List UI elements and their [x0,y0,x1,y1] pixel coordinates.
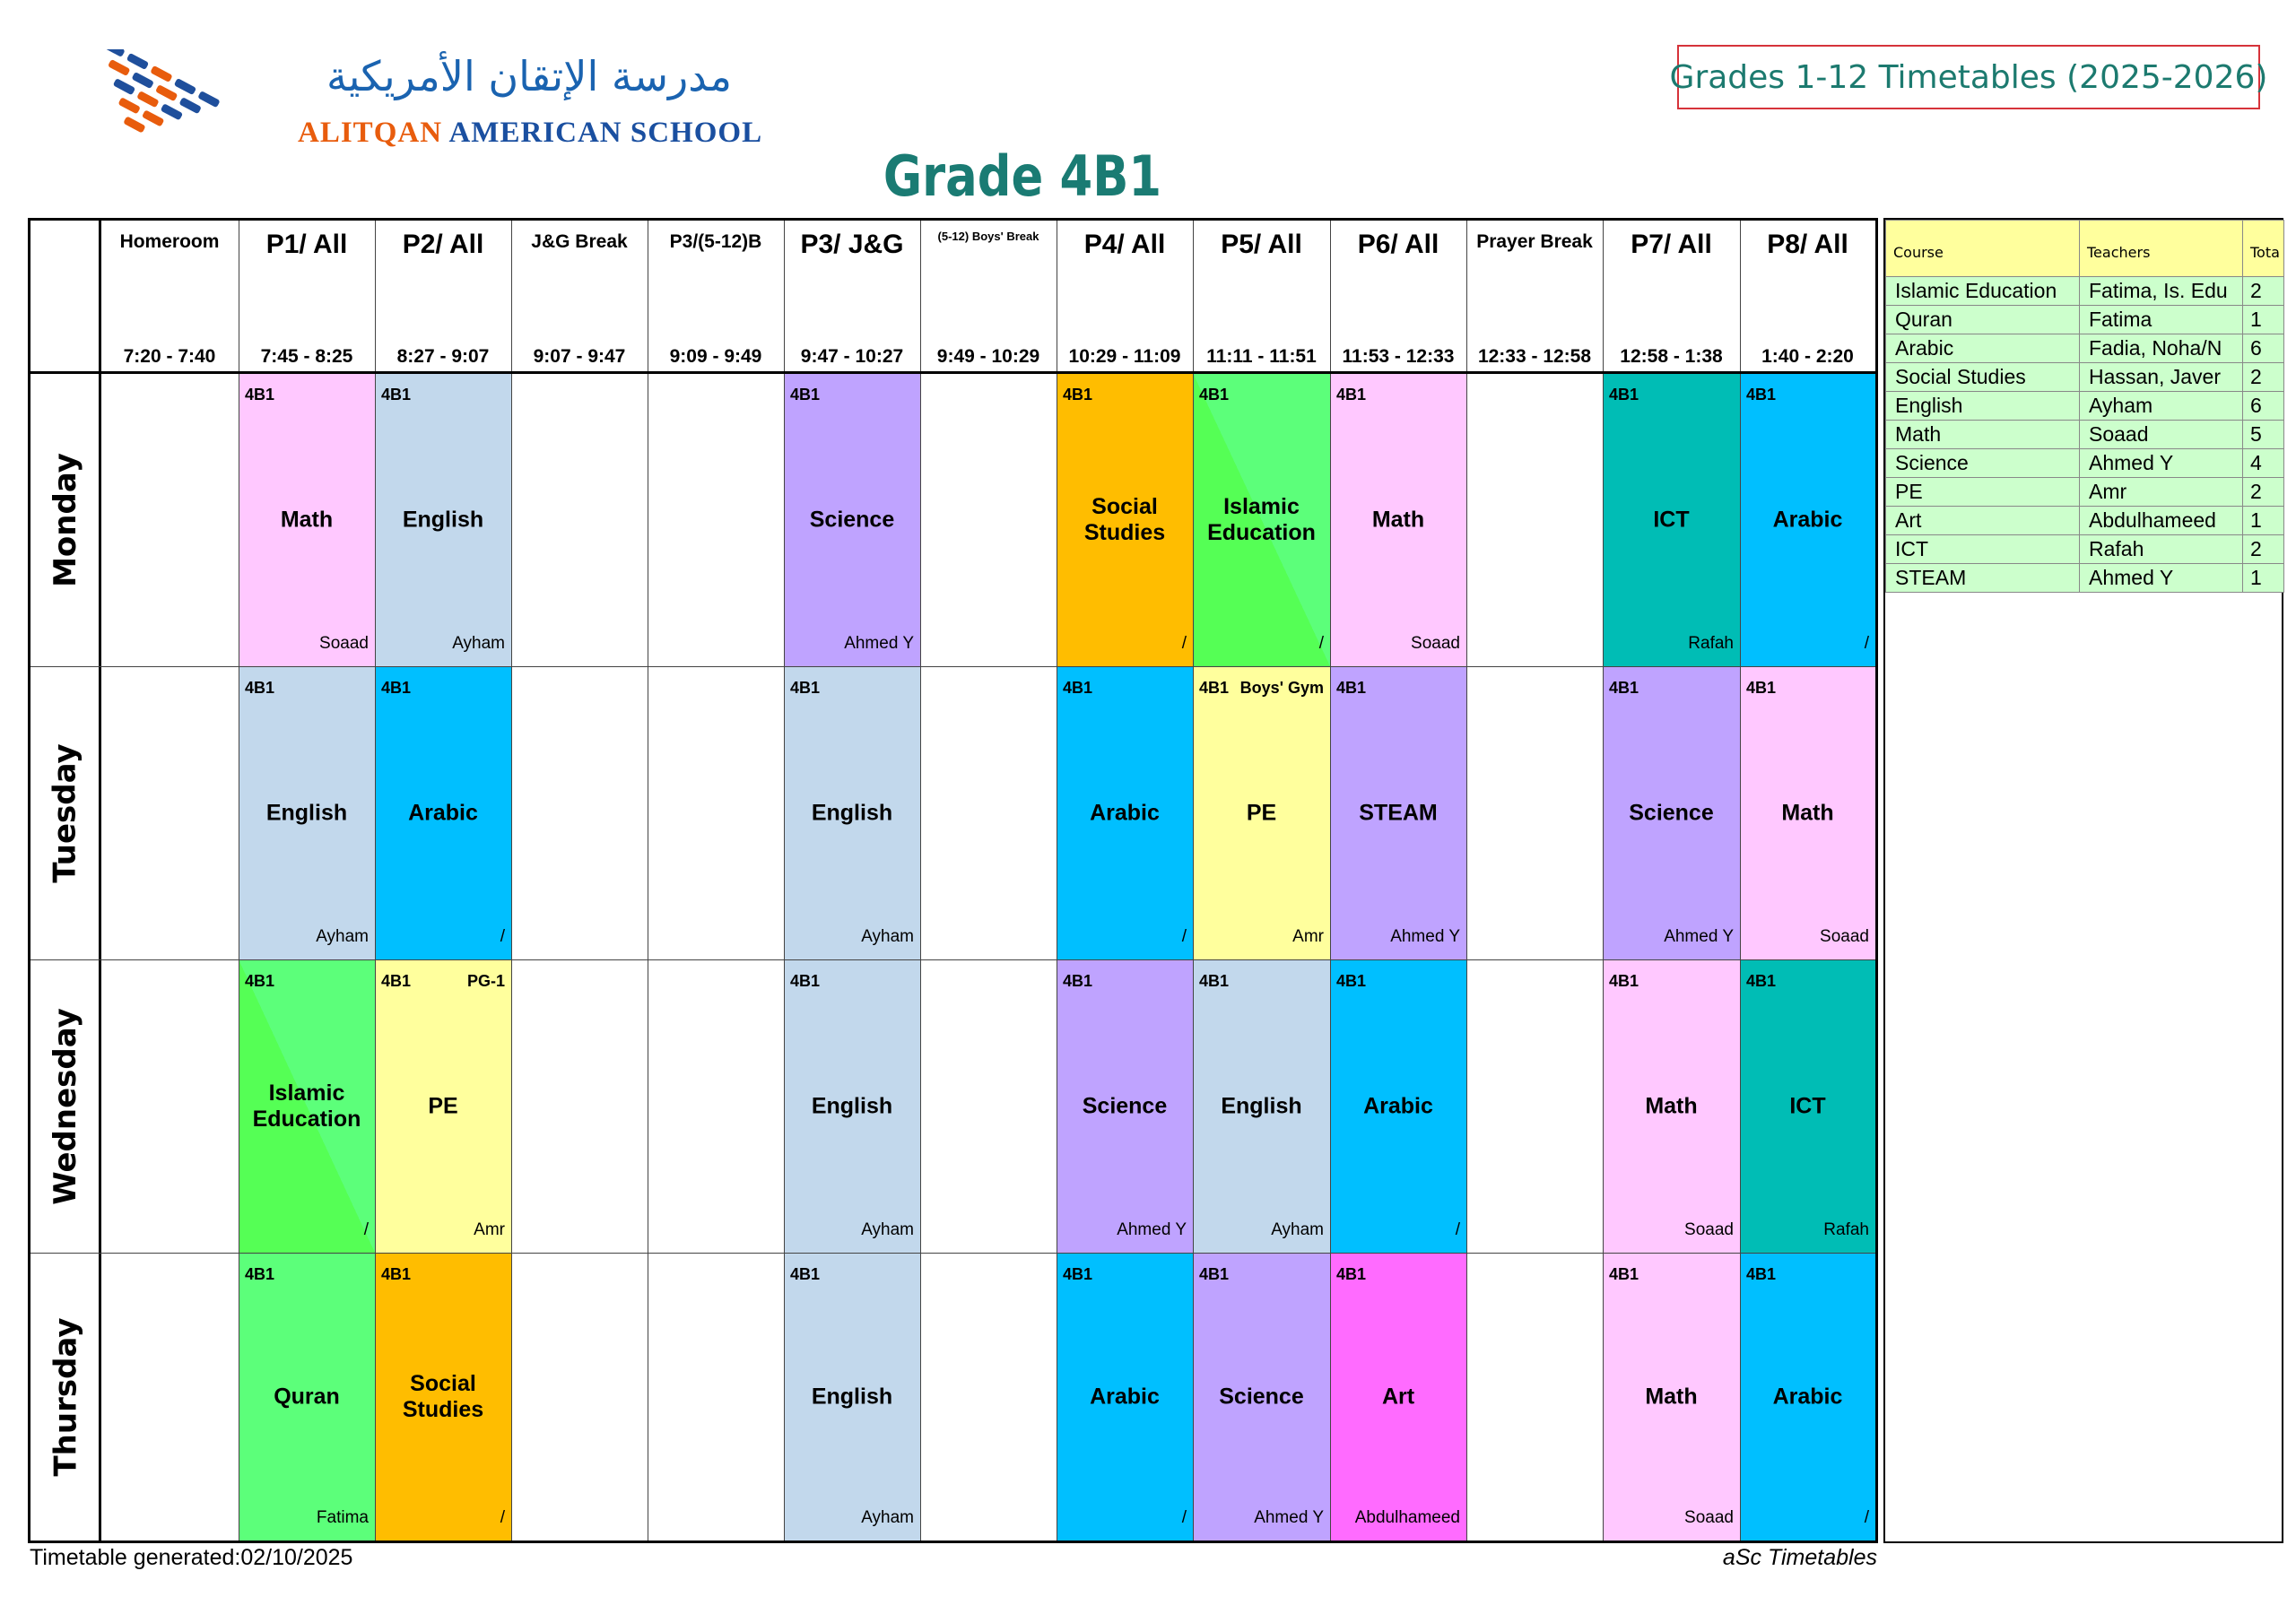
lesson-subject: Arabic [1090,800,1160,825]
period-header-time: 7:45 - 8:25 [260,346,353,367]
lesson-subject: STEAM [1359,800,1438,825]
lesson-cell[interactable] [1057,666,1193,959]
lesson-cell[interactable] [239,373,375,666]
lesson-cell[interactable] [1057,373,1193,666]
summary-course: ICT [1886,535,2080,564]
lesson-teacher: Ayham [452,634,505,653]
grid-column-line [1466,221,1467,1541]
lesson-class-code: 4B1 [1609,972,1639,990]
summary-teachers: Abdulhameed [2080,507,2243,535]
lesson-cell[interactable] [239,959,375,1253]
summary-row [1886,334,2284,363]
lesson-class-code: 4B1 [381,972,412,990]
grid-row-line [30,371,1875,374]
lesson-class-code: 4B1 [1336,1265,1367,1283]
lesson-teacher: / [500,927,505,946]
period-header-time: 12:58 - 1:38 [1620,346,1723,367]
lesson-subject: Science [1219,1384,1304,1409]
period-header-time: 9:07 - 9:47 [533,346,626,367]
course-summary-table [1885,220,2284,593]
lesson-class-code: 4B1 [245,972,275,990]
grid-row-line [30,959,1875,960]
lesson-subject: Quran [274,1384,340,1409]
lesson-class-code: 4B1 [381,679,412,697]
period-header-time: 11:11 - 11:51 [1206,346,1317,367]
summary-row [1886,449,2284,478]
summary-course: Science [1886,449,2080,478]
period-header-time: 1:40 - 2:20 [1761,346,1854,367]
summary-header-cell: Tota [2243,221,2284,277]
software-credit: aSc Timetables [1722,1545,1877,1570]
lesson-subject: English [1221,1093,1302,1118]
lesson-class-code: 4B1 [245,679,275,697]
day-label [30,1253,100,1541]
lesson-cell[interactable] [1603,373,1740,666]
lesson-subject: Islamic Education [252,1080,361,1132]
lesson-subject: English [811,1093,893,1118]
lesson-teacher: Soaad [319,634,369,653]
lesson-cell[interactable] [784,959,920,1253]
lesson-cell[interactable] [239,1253,375,1541]
lesson-class-code: 4B1 [1199,386,1230,404]
lesson-subject: Arabic [408,800,478,825]
summary-row [1886,421,2284,449]
lesson-cell[interactable] [1603,1253,1740,1541]
summary-total: 1 [2243,564,2284,593]
summary-course: Math [1886,421,2080,449]
summary-header-row [1886,221,2284,277]
lesson-class-code: 4B1 [1609,1265,1639,1283]
lesson-teacher: Ayham [1271,1220,1324,1239]
lesson-class-code: 4B1 [1336,386,1367,404]
lesson-class-code: 4B1 [1063,972,1093,990]
period-header-time: 12:33 - 12:58 [1477,346,1592,367]
summary-total: 2 [2243,535,2284,564]
summary-row [1886,392,2284,421]
summary-course: PE [1886,478,2080,507]
lesson-teacher: / [1864,634,1869,653]
period-header-label: P2/ All [402,230,484,259]
lesson-cell[interactable] [1740,666,1875,959]
timetable-grid [28,218,1878,1543]
lesson-teacher: Soaad [1411,634,1460,653]
lesson-teacher: Abdulhameed [1354,1508,1460,1527]
grid-column-line [1193,221,1194,1541]
lesson-subject: Islamic Education [1207,493,1316,545]
summary-course: Quran [1886,306,2080,334]
lesson-class-code: 4B1 [245,1265,275,1283]
lesson-teacher: Soaad [1684,1220,1734,1239]
grid-column-line [920,221,921,1541]
lesson-cell[interactable] [1603,666,1740,959]
summary-teachers: Soaad [2080,421,2243,449]
summary-teachers: Amr [2080,478,2243,507]
lesson-cell[interactable] [784,666,920,959]
school-logo-icon [63,49,233,161]
lesson-teacher: / [1181,634,1187,653]
course-summary-panel [1883,218,2283,1543]
lesson-class-code: 4B1 [1199,1265,1230,1283]
lesson-subject: English [402,507,484,532]
lesson-subject: Arabic [1090,1384,1160,1409]
lesson-class-code: 4B1 [1746,1265,1777,1283]
lesson-subject: Arabic [1772,1384,1843,1409]
period-header-time: 7:20 - 7:40 [123,346,216,367]
summary-total: 1 [2243,306,2284,334]
day-label-text: Monday [48,452,84,587]
lesson-class-code: 4B1 [1609,679,1639,697]
lesson-subject: Math [280,507,334,532]
summary-course: Social Studies [1886,363,2080,392]
lesson-cell[interactable] [1193,666,1330,959]
day-label-text: Tuesday [48,742,84,883]
lesson-class-code: 4B1 [245,386,275,404]
summary-row [1886,478,2284,507]
summary-total: 5 [2243,421,2284,449]
period-header-label: J&G Break [531,231,628,252]
lesson-teacher: Ayham [861,1508,914,1527]
lesson-cell[interactable] [1057,1253,1193,1541]
lesson-cell[interactable] [1740,373,1875,666]
grid-column-line [1330,221,1331,1541]
summary-teachers: Ahmed Y [2080,564,2243,593]
summary-row [1886,535,2284,564]
summary-teachers: Fatima, Is. Edu [2080,277,2243,306]
lesson-cell[interactable] [1193,373,1330,666]
lesson-cell[interactable] [1740,1253,1875,1541]
lesson-class-code: 4B1 [790,1265,821,1283]
lesson-cell[interactable] [1193,959,1330,1253]
lesson-teacher: Ahmed Y [1254,1508,1324,1527]
lesson-cell[interactable] [1330,666,1466,959]
period-header-time: 8:27 - 9:07 [396,346,490,367]
lesson-cell[interactable] [375,1253,511,1541]
day-label [30,666,100,959]
grid-column-line [375,221,376,1541]
summary-teachers: Ahmed Y [2080,449,2243,478]
timetable-banner: Grades 1-12 Timetables (2025-2026) [1677,45,2260,109]
lesson-class-code: 4B1 [1063,679,1093,697]
period-header-label: P3/(5-12)B [669,231,762,252]
summary-total: 2 [2243,277,2284,306]
lesson-teacher: / [1864,1508,1869,1527]
period-header-time: 9:09 - 9:49 [669,346,762,367]
lesson-subject: ICT [1653,507,1690,532]
generated-date: Timetable generated:02/10/2025 [30,1545,353,1570]
grid-column-line [1603,221,1604,1541]
lesson-teacher: Fatima [316,1508,369,1527]
summary-header-cell: Teachers [2080,221,2243,277]
lesson-teacher: / [1181,927,1187,946]
period-header-label: P1/ All [265,230,348,259]
period-header-label: P8/ All [1767,230,1848,259]
lesson-cell[interactable] [239,666,375,959]
lesson-cell[interactable] [1057,959,1193,1253]
lesson-class-code: 4B1 [1199,972,1230,990]
lesson-teacher: Amr [474,1220,505,1239]
summary-total: 1 [2243,507,2284,535]
day-label-text: Thursday [48,1316,84,1477]
lesson-teacher: Soaad [1820,927,1869,946]
day-label [30,959,100,1253]
summary-teachers: Ayham [2080,392,2243,421]
summary-total: 2 [2243,478,2284,507]
lesson-teacher: Ayham [861,1220,914,1239]
lesson-cell[interactable] [1603,959,1740,1253]
school-name-arabic: مدرسة الإتقان الأمريكية [326,52,733,100]
summary-row [1886,363,2284,392]
lesson-class-code: 4B1 [790,679,821,697]
lesson-cell[interactable] [1330,959,1466,1253]
school-name-part-2: AMERICAN SCHOOL [448,117,763,149]
lesson-teacher: Soaad [1684,1508,1734,1527]
lesson-class-code: 4B1 [1063,386,1093,404]
period-header-label: P3/ J&G [800,230,904,259]
summary-course: Islamic Education [1886,277,2080,306]
lesson-teacher: Ayham [861,927,914,946]
lesson-teacher: Rafah [1823,1220,1869,1239]
day-label [30,373,100,666]
summary-row [1886,507,2284,535]
lesson-subject: Arabic [1363,1093,1433,1118]
school-name-part-1: ALITQAN [298,117,443,149]
lesson-subject: English [265,800,348,825]
lesson-cell[interactable] [1330,373,1466,666]
summary-teachers: Fadia, Noha/N [2080,334,2243,363]
school-name-english [298,117,763,150]
lesson-subject: Science [1082,1093,1168,1118]
lesson-subject: Social Studies [402,1370,484,1422]
lesson-class-code: 4B1 [1609,386,1639,404]
lesson-teacher: Ayham [316,927,369,946]
grid-column-line [511,221,512,1541]
grid-column-line [784,221,785,1541]
period-header-time: 9:49 - 10:29 [936,346,1040,367]
lesson-teacher: / [1181,1508,1187,1527]
summary-total: 6 [2243,334,2284,363]
period-header-time: 9:47 - 10:27 [800,346,904,367]
lesson-teacher: Ahmed Y [1664,927,1734,946]
summary-row [1886,306,2284,334]
summary-course: English [1886,392,2080,421]
summary-total: 2 [2243,363,2284,392]
lesson-subject: PE [1246,800,1277,825]
lesson-room: Boys' Gym [1239,679,1324,697]
period-header-time: 10:29 - 11:09 [1068,346,1181,367]
grid-column-line [1740,221,1741,1541]
lesson-class-code: 4B1 [1063,1265,1093,1283]
lesson-class-code: 4B1 [1746,972,1777,990]
lesson-subject: Math [1645,1384,1698,1409]
lesson-cell[interactable] [1193,1253,1330,1541]
period-header-label: P6/ All [1357,230,1439,259]
period-header-label: P4/ All [1083,230,1166,259]
summary-course: Arabic [1886,334,2080,363]
lesson-cell[interactable] [784,1253,920,1541]
lesson-cell[interactable] [375,666,511,959]
lesson-cell[interactable] [784,373,920,666]
summary-row [1886,564,2284,593]
lesson-subject: Science [1629,800,1714,825]
lesson-subject: Math [1371,507,1425,532]
lesson-class-code: 4B1 [1746,386,1777,404]
summary-course: Art [1886,507,2080,535]
lesson-subject: Math [1781,800,1834,825]
summary-total: 4 [2243,449,2284,478]
lesson-subject: Social Studies [1083,493,1166,545]
period-header-label: Prayer Break [1476,231,1593,252]
lesson-class-code: 4B1 [1199,679,1230,697]
summary-teachers: Rafah [2080,535,2243,564]
period-header-label: P5/ All [1221,230,1302,259]
summary-header-cell: Course [1886,221,2080,277]
lesson-cell[interactable] [375,373,511,666]
summary-total: 6 [2243,392,2284,421]
lesson-class-code: 4B1 [1336,679,1367,697]
lesson-room: PG-1 [466,972,505,990]
lesson-cell[interactable] [1330,1253,1466,1541]
lesson-cell[interactable] [375,959,511,1253]
lesson-teacher: Ahmed Y [1390,927,1460,946]
lesson-teacher: Rafah [1688,634,1734,653]
lesson-teacher: / [1318,634,1324,653]
lesson-class-code: 4B1 [1746,679,1777,697]
period-header-label: (5-12) Boys' Break [937,230,1039,243]
lesson-subject: ICT [1789,1093,1826,1118]
lesson-subject: Math [1645,1093,1698,1118]
lesson-class-code: 4B1 [790,972,821,990]
summary-course: STEAM [1886,564,2080,593]
period-header-time: 11:53 - 12:33 [1342,346,1455,367]
lesson-teacher: / [500,1508,505,1527]
day-label-text: Wednesday [48,1007,83,1205]
lesson-class-code: 4B1 [381,1265,412,1283]
lesson-class-code: 4B1 [790,386,821,404]
lesson-subject: Science [809,507,895,532]
lesson-cell[interactable] [1740,959,1875,1253]
lesson-teacher: / [1455,1220,1460,1239]
lesson-teacher: Ahmed Y [844,634,914,653]
grid-row-line [30,1253,1875,1254]
summary-teachers: Fatima [2080,306,2243,334]
grid-row-line [30,666,1875,667]
grade-title: Grade 4B1 [883,143,1162,209]
lesson-subject: English [811,1384,893,1409]
summary-row [1886,277,2284,306]
lesson-class-code: 4B1 [381,386,412,404]
period-header-label: P7/ All [1631,230,1712,259]
lesson-teacher: Ahmed Y [1117,1220,1187,1239]
period-header-label: Homeroom [119,231,220,252]
lesson-teacher: Amr [1292,927,1324,946]
lesson-subject: Art [1381,1384,1415,1409]
lesson-subject: Arabic [1772,507,1843,532]
lesson-subject: English [811,800,893,825]
lesson-subject: PE [428,1093,458,1118]
lesson-teacher: / [363,1220,369,1239]
summary-teachers: Hassan, Javer [2080,363,2243,392]
lesson-class-code: 4B1 [1336,972,1367,990]
